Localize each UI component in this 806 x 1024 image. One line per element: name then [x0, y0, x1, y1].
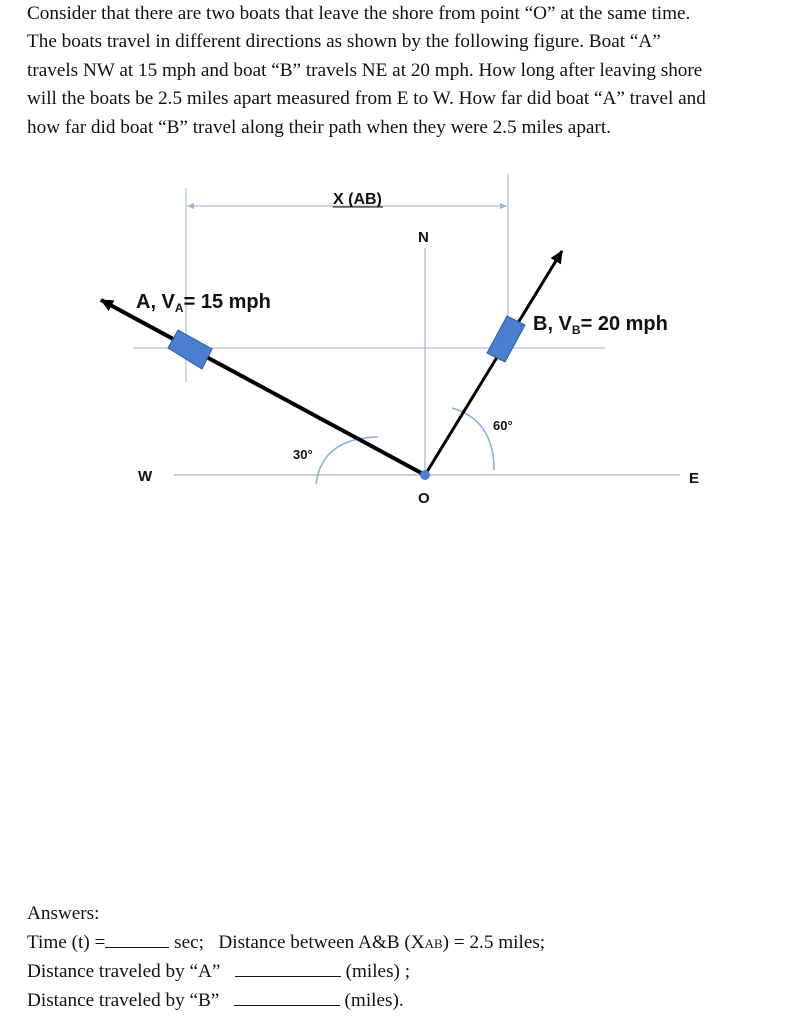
- distance-b-row: [27, 987, 797, 1016]
- boat-a-path: [101, 300, 425, 475]
- distance-a-answer-blank[interactable]: [235, 960, 341, 977]
- time-unit: sec;: [174, 931, 204, 953]
- answers-section: [27, 900, 797, 1015]
- boat-b-shape: [487, 316, 525, 362]
- distance-b-prefix: Distance traveled by “B”: [27, 989, 220, 1011]
- boat-a-speed: = 15 mph: [183, 291, 271, 313]
- time-answer-blank[interactable]: [105, 931, 169, 948]
- angle-arc-60: [452, 408, 494, 470]
- angle-a-label: 30°: [293, 447, 313, 462]
- boat-b-subscript: B: [571, 323, 581, 337]
- origin-point: [420, 470, 430, 480]
- distance-suffix: ) = 2.5 miles;: [442, 931, 546, 953]
- boat-b-speed: = 20 mph: [580, 313, 668, 335]
- boat-a-shape: [168, 330, 212, 369]
- distance-b-answer-blank[interactable]: [234, 989, 340, 1006]
- distance-b-unit: (miles).: [344, 989, 404, 1011]
- problem-line-3: travels NW at 15 mph and boat “B” travels NE at 20 mph. How long after leaving shore: [27, 59, 703, 81]
- boat-b-label-prefix: B, V: [533, 313, 572, 335]
- boat-a-label: [136, 291, 271, 315]
- angle-b-label: 60°: [493, 418, 513, 433]
- answers-heading: Answers:: [27, 903, 100, 924]
- distance-prefix: Distance between A&B (X: [218, 931, 425, 953]
- boat-b-path: [425, 251, 562, 475]
- x-ab-label: X (AB): [333, 191, 382, 208]
- boat-a-subscript: A: [174, 301, 184, 315]
- north-label: N: [418, 229, 429, 246]
- problem-line-1: Consider that there are two boats that leave the shore from point “O” at the same time.: [27, 3, 691, 24]
- boat-a-label-prefix: A, V: [136, 291, 175, 313]
- distance-a-prefix: Distance traveled by “A”: [27, 961, 221, 982]
- distance-a-unit: (miles) ;: [345, 961, 411, 982]
- west-label: W: [138, 468, 153, 485]
- distance-subscript: AB: [424, 935, 443, 951]
- problem-line-5: how far did boat “B” travel along their path when they were 2.5 miles apart.: [27, 116, 611, 138]
- time-row: [27, 929, 797, 959]
- east-label: E: [689, 470, 700, 487]
- boat-b-label: [533, 313, 668, 337]
- problem-line-4: will the boats be 2.5 miles apart measured from E to W. How far did boat “A” travel and: [27, 88, 706, 110]
- origin-label: O: [418, 490, 430, 507]
- time-prefix: Time (t) =: [27, 931, 106, 953]
- distance-a-row: [27, 958, 797, 987]
- problem-line-2: The boats travel in different directions as shown by the following figure. Boat “A”: [27, 31, 661, 53]
